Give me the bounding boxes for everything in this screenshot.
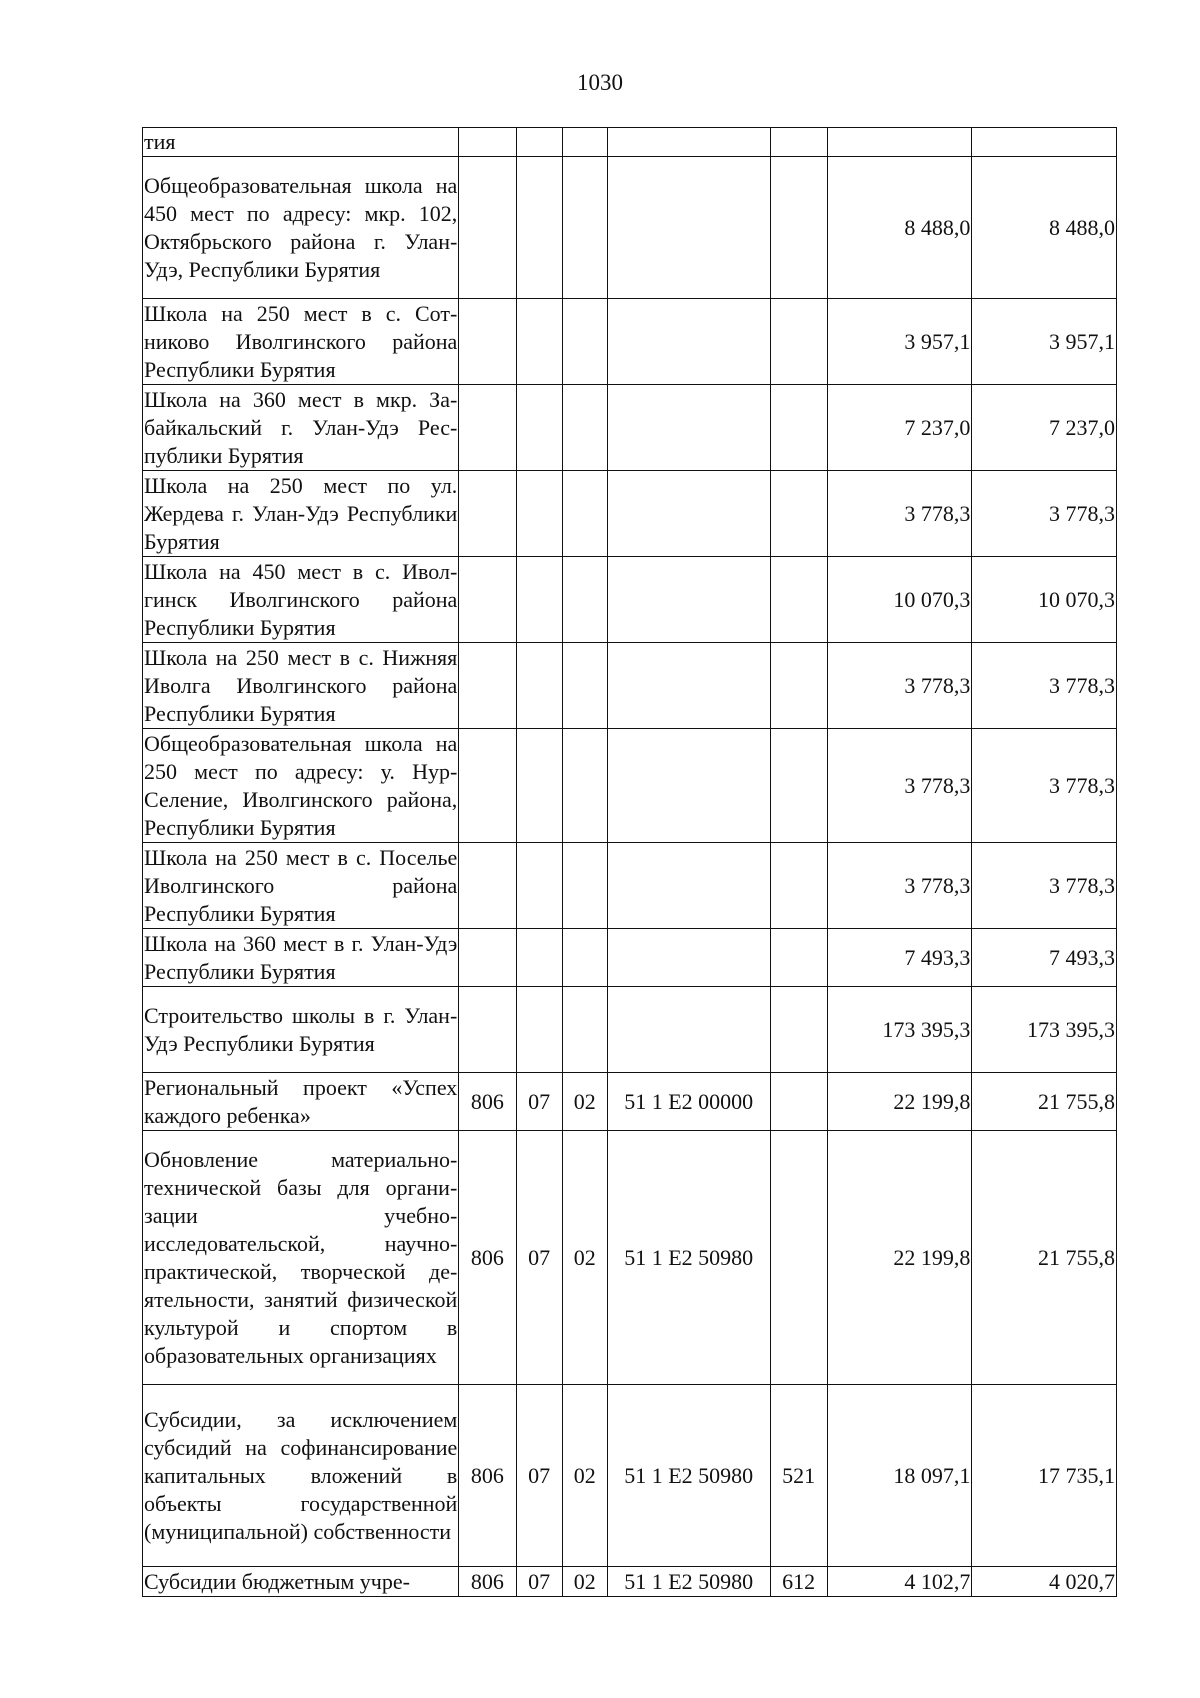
row-subsection-code [562, 557, 607, 643]
row-subsection-code [562, 471, 607, 557]
row-admin-code [459, 843, 516, 929]
row-subsection-code [562, 843, 607, 929]
row-expense-type: 612 [770, 1567, 827, 1597]
table-row [143, 299, 1117, 385]
table-row [143, 1567, 1117, 1597]
row-sum-year-2: 3 778,3 [972, 471, 1117, 557]
row-expense-type [770, 643, 827, 729]
row-section-code: 07 [516, 1385, 562, 1567]
row-section-code [516, 385, 562, 471]
row-sum-year-1: 18 097,1 [827, 1385, 972, 1567]
row-target-code: 51 1 E2 50980 [607, 1131, 770, 1385]
row-sum-year-1: 7 493,3 [827, 929, 972, 987]
row-expense-type [770, 1073, 827, 1131]
row-sum-year-1: 3 957,1 [827, 299, 972, 385]
row-section-code [516, 929, 562, 987]
row-expense-type: 521 [770, 1385, 827, 1567]
row-expense-type [770, 385, 827, 471]
row-subsection-code: 02 [562, 1131, 607, 1385]
row-sum-year-1: 7 237,0 [827, 385, 972, 471]
row-target-code [607, 157, 770, 299]
row-target-code [607, 385, 770, 471]
row-sum-year-1: 3 778,3 [827, 643, 972, 729]
row-subsection-code [562, 729, 607, 843]
row-subsection-code [562, 643, 607, 729]
row-target-code [607, 843, 770, 929]
row-subsection-code [562, 987, 607, 1073]
row-admin-code [459, 643, 516, 729]
row-section-code [516, 299, 562, 385]
row-section-code [516, 157, 562, 299]
row-admin-code [459, 471, 516, 557]
row-sum-year-2: 17 735,1 [972, 1385, 1117, 1567]
table-row [143, 557, 1117, 643]
row-sum-year-2 [972, 128, 1117, 157]
row-expense-type [770, 729, 827, 843]
row-admin-code [459, 557, 516, 643]
row-target-code [607, 643, 770, 729]
row-name: Строительство школы в г. Улан-Удэ Республики Бурятия [143, 987, 459, 1073]
row-subsection-code: 02 [562, 1073, 607, 1131]
row-sum-year-2: 3 778,3 [972, 843, 1117, 929]
row-expense-type [770, 1131, 827, 1385]
row-name: Субсидии, за исключением субсидий на софинансирование капитальных вложений в объекты государственной (муниципальной) собственности [143, 1385, 459, 1567]
row-subsection-code: 02 [562, 1385, 607, 1567]
row-section-code: 07 [516, 1567, 562, 1597]
row-sum-year-1: 8 488,0 [827, 157, 972, 299]
row-expense-type [770, 157, 827, 299]
row-section-code: 07 [516, 1131, 562, 1385]
row-sum-year-2: 3 778,3 [972, 643, 1117, 729]
row-name: Школа на 250 мест по ул. Жердева г. Улан-Удэ Республики Бурятия [143, 471, 459, 557]
table-row [143, 385, 1117, 471]
row-name: Обновление материально-технической базы для организации учебно-исследовательской, научно-практической, творческой деятельности, занятий физической культурой и спортом в образовательных организациях [143, 1131, 459, 1385]
row-sum-year-2: 7 237,0 [972, 385, 1117, 471]
table-row [143, 729, 1117, 843]
row-admin-code [459, 385, 516, 471]
row-admin-code [459, 987, 516, 1073]
row-name: тия [143, 128, 459, 157]
table-row [143, 1131, 1117, 1385]
row-sum-year-1: 3 778,3 [827, 471, 972, 557]
row-expense-type [770, 987, 827, 1073]
row-subsection-code [562, 157, 607, 299]
row-target-code [607, 299, 770, 385]
row-expense-type [770, 929, 827, 987]
row-subsection-code [562, 929, 607, 987]
row-target-code [607, 987, 770, 1073]
table-row [143, 643, 1117, 729]
row-sum-year-2: 8 488,0 [972, 157, 1117, 299]
row-sum-year-1: 173 395,3 [827, 987, 972, 1073]
row-target-code [607, 471, 770, 557]
table-row [143, 987, 1117, 1073]
row-sum-year-2: 3 957,1 [972, 299, 1117, 385]
row-sum-year-1: 22 199,8 [827, 1131, 972, 1385]
row-subsection-code [562, 385, 607, 471]
row-admin-code: 806 [459, 1567, 516, 1597]
row-name: Субсидии бюджетным учре- [143, 1567, 459, 1597]
row-name: Школа на 450 мест в с. Иволгинск Иволгинского района Республики Бурятия [143, 557, 459, 643]
row-target-code [607, 557, 770, 643]
row-sum-year-2: 4 020,7 [972, 1567, 1117, 1597]
row-name: Школа на 360 мест в мкр. Забайкальский г. Улан-Удэ Республики Бурятия [143, 385, 459, 471]
row-name: Школа на 250 мест в с. Поселье Иволгинского района Республики Бурятия [143, 843, 459, 929]
row-sum-year-1: 3 778,3 [827, 729, 972, 843]
row-sum-year-2: 21 755,8 [972, 1073, 1117, 1131]
row-target-code: 51 1 E2 50980 [607, 1567, 770, 1597]
row-admin-code: 806 [459, 1131, 516, 1385]
row-expense-type [770, 471, 827, 557]
row-name: Школа на 360 мест в г. Улан-Удэ Республики Бурятия [143, 929, 459, 987]
row-section-code [516, 843, 562, 929]
row-admin-code [459, 299, 516, 385]
row-name: Школа на 250 мест в с. Нижняя Иволга Иволгинского района Республики Бурятия [143, 643, 459, 729]
row-admin-code [459, 929, 516, 987]
row-name: Школа на 250 мест в с. Сотниково Иволгинского района Республики Бурятия [143, 299, 459, 385]
row-section-code [516, 729, 562, 843]
budget-table [142, 127, 1117, 1597]
table-row [143, 128, 1117, 157]
row-admin-code [459, 157, 516, 299]
row-section-code [516, 557, 562, 643]
row-sum-year-1: 22 199,8 [827, 1073, 972, 1131]
row-subsection-code [562, 128, 607, 157]
row-section-code [516, 471, 562, 557]
row-admin-code: 806 [459, 1385, 516, 1567]
row-name: Региональный проект «Успех каждого ребенка» [143, 1073, 459, 1131]
row-admin-code [459, 729, 516, 843]
row-sum-year-1: 3 778,3 [827, 843, 972, 929]
table-row [143, 471, 1117, 557]
row-sum-year-1: 10 070,3 [827, 557, 972, 643]
row-expense-type [770, 128, 827, 157]
row-section-code [516, 987, 562, 1073]
row-sum-year-2: 10 070,3 [972, 557, 1117, 643]
table-row [143, 1073, 1117, 1131]
table-row [143, 843, 1117, 929]
row-expense-type [770, 557, 827, 643]
row-sum-year-1: 4 102,7 [827, 1567, 972, 1597]
page-number: 1030 [577, 70, 623, 95]
table-row [143, 929, 1117, 987]
row-sum-year-2: 7 493,3 [972, 929, 1117, 987]
row-sum-year-2: 21 755,8 [972, 1131, 1117, 1385]
row-section-code: 07 [516, 1073, 562, 1131]
row-name: Общеобразовательная школа на 250 мест по адресу: у. Нур-Селение, Иволгинского района, Республики Бурятия [143, 729, 459, 843]
row-sum-year-2: 3 778,3 [972, 729, 1117, 843]
row-expense-type [770, 299, 827, 385]
row-expense-type [770, 843, 827, 929]
table-row [143, 1385, 1117, 1567]
row-target-code: 51 1 E2 00000 [607, 1073, 770, 1131]
row-sum-year-2: 173 395,3 [972, 987, 1117, 1073]
row-subsection-code [562, 299, 607, 385]
row-admin-code [459, 128, 516, 157]
table-row [143, 157, 1117, 299]
row-section-code [516, 128, 562, 157]
row-sum-year-1 [827, 128, 972, 157]
row-name: Общеобразовательная школа на 450 мест по адресу: мкр. 102, Октябрьского района г. Улан-Удэ, Республики Бурятия [143, 157, 459, 299]
row-target-code [607, 929, 770, 987]
row-target-code [607, 128, 770, 157]
row-target-code: 51 1 E2 50980 [607, 1385, 770, 1567]
row-subsection-code: 02 [562, 1567, 607, 1597]
row-admin-code: 806 [459, 1073, 516, 1131]
row-section-code [516, 643, 562, 729]
row-target-code [607, 729, 770, 843]
